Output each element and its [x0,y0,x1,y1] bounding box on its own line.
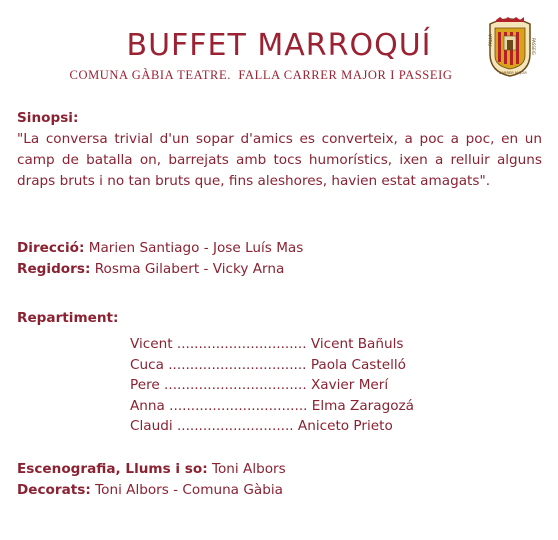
direction-label: Direcció: [17,240,85,256]
synopsis-section [17,108,542,192]
scenography-line [17,459,542,480]
svg-text:PASSEIG: PASSEIG [531,38,536,55]
company-subtitle: COMUNA GÀBIA TEATRE. FALLA CARRER MAJOR I PASSEIG [69,68,453,82]
regidors-label: Regidors: [17,261,91,277]
cast-row: Anna ................................ Elma Zaragozá [130,397,415,414]
scenography-value: Toni Albors [212,461,286,477]
regidors-line [17,259,542,280]
direction-line [17,238,542,259]
falla-crest-logo [486,16,534,78]
svg-text:CARRER MAJOR: CARRER MAJOR [499,71,527,75]
regidors-value: Rosma Gilabert - Vicky Arna [94,261,285,277]
cast-list [130,334,430,437]
cast-label: Repartiment: [17,310,119,326]
cast-row: Vicent .............................. Vicent Bañuls [130,336,404,352]
decor-value: Toni Albors - Comuna Gàbia [95,482,283,498]
cast-row: Cuca ................................ Paola Castelló [130,356,406,373]
direction-value: Marien Santiago - Jose Luís Mas [88,240,304,256]
svg-text:FALLA: FALLA [488,34,493,46]
cast-row: Pere ................................. Xavier Merí [130,377,389,393]
cast-heading [17,308,542,329]
decor-line [17,480,542,501]
synopsis-label: Sinopsi: [17,110,79,126]
decor-label: Decorats: [17,482,91,498]
scenography-label: Escenografia, Llums i so: [17,461,208,477]
play-title: BUFFET MARROQUÍ [126,28,432,63]
cast-row: Claudi ........................... Aniceto Prieto [130,418,393,434]
synopsis-text: "La conversa trivial d'un sopar d'amics es converteix, a poc a poc, en un camp de batalla on, barrejats amb tocs humorístics, ixen a relluir alguns draps bruts i no tan bruts que, fins aleshores, havien estat amagats". [17,131,542,189]
